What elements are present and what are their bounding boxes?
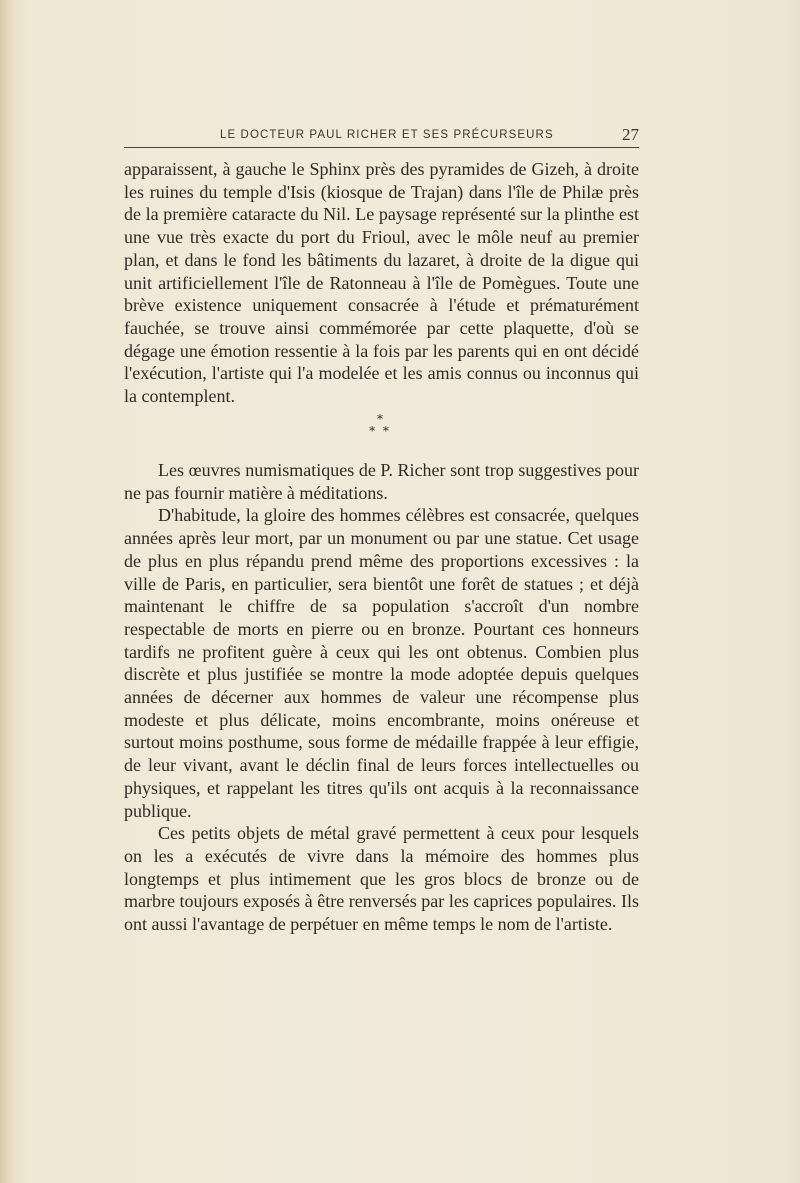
text-block-top bbox=[124, 158, 639, 408]
page-header bbox=[124, 125, 639, 148]
page-number: 27 bbox=[622, 125, 639, 144]
paragraph-continued: apparaissent, à gauche le Sphinx près des pyramides de Gizeh, à droite les ruines du temple d'Isis (kiosque de Trajan) dans l'île de Philæ près de la première cataracte du Nil. Le paysage représenté sur la plinthe est une vue très exacte du port du Frioul, avec le môle neuf au premier plan, et dans le fond les bâtiments du lazaret, à droite de la digue qui unit artificiellement l'île de Ratonneau à l'île de Pomègues. Toute une brève existence uniquement consacrée à l'étude et prématurément fauchée, se trouve ainsi commémorée par cette plaquette, d'où se dégage une émotion ressentie à la fois par les parents qui en ont décidé l'exécution, l'artiste qui l'a modelée et les amis connus ou inconnus qui la contemplent. bbox=[124, 159, 639, 407]
asterism-separator bbox=[360, 413, 400, 437]
asterism-top-star: * bbox=[377, 412, 383, 426]
running-title: LE DOCTEUR PAUL RICHER ET SES PRÉCURSEURS bbox=[220, 129, 554, 141]
paragraph: Ces petits objets de métal gravé permettent à ceux pour lesquels on les a exécutés de vivre dans la mémoire des hommes plus longtemps et plus intimement que les gros blocs de bronze ou de marbre toujours exposés à être renversés par les caprices populaires. Ils ont aussi l'avantage de perpétuer en même temps le nom de l'artiste. bbox=[124, 823, 639, 935]
paragraph: Les œuvres numismatiques de P. Richer sont trop suggestives pour ne pas fournir matière à méditations. bbox=[124, 460, 639, 503]
page-spine-shadow bbox=[0, 0, 14, 1183]
paragraph: D'habitude, la gloire des hommes célèbres est consacrée, quelques années après leur mort, par un monument ou par une statue. Cet usage de plus en plus répandu prend même des proportions excessives : la ville de Paris, en particulier, sera bientôt une forêt de statues ; et déjà maintenant le chiffre de sa population s'accroît d'un nombre respectable de morts en pierre ou en bronze. Pourtant ces honneurs tardifs ne profitent guère à ceux qui les ont obtenus. Combien plus discrète et plus justifiée se montre la mode adoptée depuis quelques années de décerner aux hommes de valeur une récompense plus modeste et plus délicate, moins encombrante, moins onéreuse et surtout moins posthume, sous forme de médaille frappée à leur effigie, de leur vivant, avant le déclin final de leurs forces intellectuelles ou physiques, et rappelant les titres qu'ils ont acquis à la reconnaissance publique. bbox=[124, 505, 639, 821]
text-block-bottom bbox=[124, 459, 639, 936]
asterism-bottom-stars: * * bbox=[369, 424, 391, 438]
